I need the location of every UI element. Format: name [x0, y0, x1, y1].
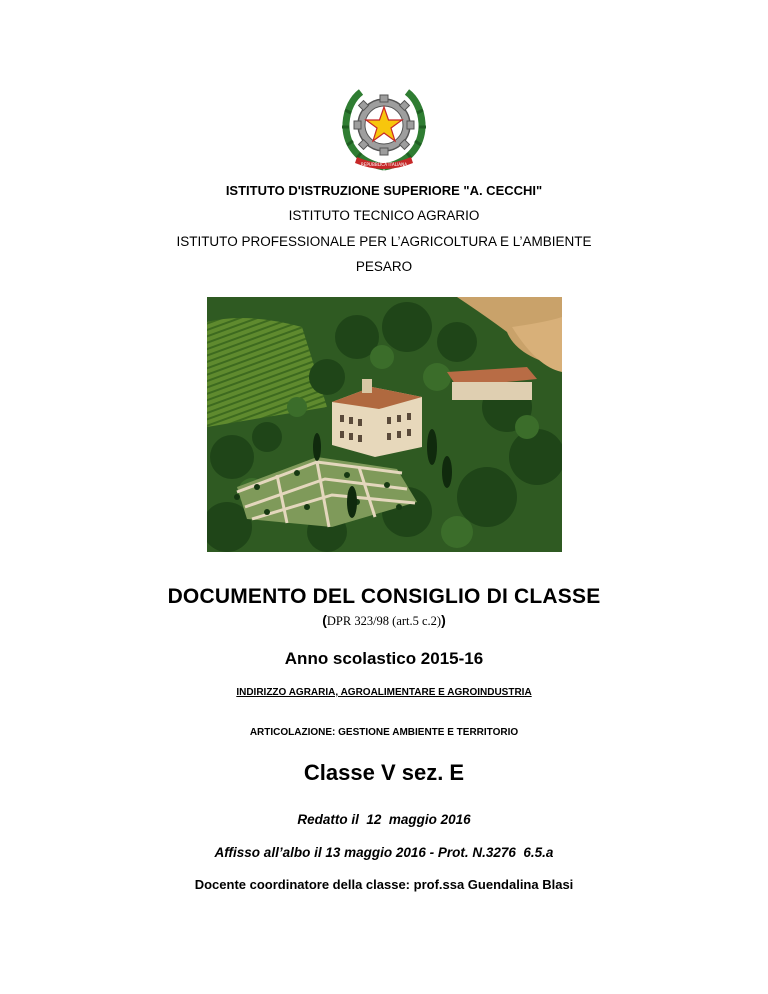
articolazione-line: ARTICOLAZIONE: GESTIONE AMBIENTE E TERRITORIO — [249, 727, 519, 738]
institute-city: PESARO — [355, 259, 413, 274]
document-title: DOCUMENTO DEL CONSIGLIO DI CLASSE — [167, 585, 601, 608]
drafted-date: Redatto il 12 maggio 2016 — [297, 812, 471, 827]
institute-type-professional: ISTITUTO PROFESSIONALE PER L’AGRICOLTURA E L’AMBIENTE — [176, 234, 592, 249]
institute-type-technical: ISTITUTO TECNICO AGRARIO — [288, 208, 480, 223]
institute-name: ISTITUTO D'ISTRUZIONE SUPERIORE "A. CECCHI" — [225, 183, 543, 198]
indirizzo-line: INDIRIZZO AGRARIA, AGROALIMENTARE E AGROINDUSTRIA — [236, 687, 532, 698]
class-section: Classe V sez. E — [303, 760, 465, 785]
svg-text:REPUBBLICA ITALIANA: REPUBBLICA ITALIANA — [360, 162, 408, 167]
school-year: Anno scolastico 2015-16 — [284, 649, 484, 668]
legal-reference: (DPR 323/98 (art.5 c.2)) — [322, 612, 446, 628]
villa-aerial-photo — [207, 297, 562, 552]
posted-notice: Affisso all’albo il 13 maggio 2016 - Prot. N.3276 6.5.a — [214, 845, 554, 860]
italian-republic-emblem — [339, 83, 429, 173]
coordinator-line: Docente coordinatore della classe: prof.ssa Guendalina Blasi — [194, 877, 574, 892]
